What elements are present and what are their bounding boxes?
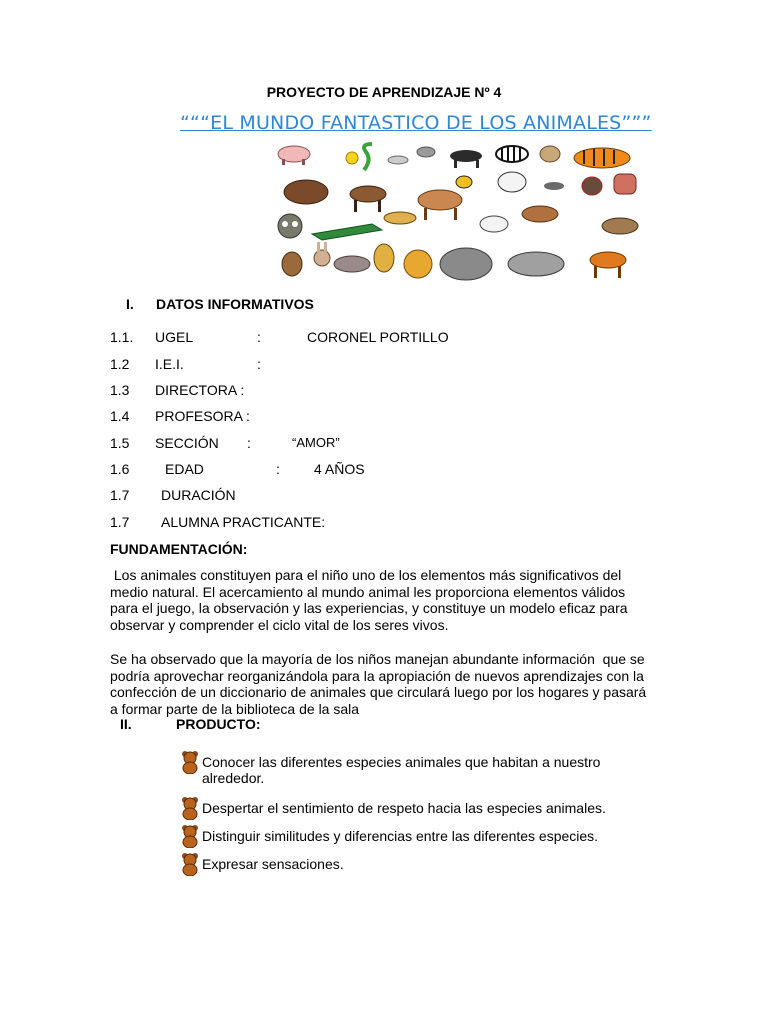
fundamentacion-paragraph-1: Los animales constituyen para el niño uno de los elementos más significativos del medio natural. El acercamiento al mundo animal les proporciona elementos válidos para el juego, la observación y las experiencias, y constituye un modelo eficaz para observar y comprender el ciclo vital de los seres vivos. [110, 567, 628, 633]
cow-icon [480, 216, 508, 232]
cheetah-icon [384, 212, 416, 224]
hippo-icon [334, 256, 370, 272]
rabbit-icon [314, 242, 330, 266]
horse-icon [350, 186, 386, 212]
list-item: Conocer las diferentes especies animales que habitan a nuestro alrededor. [180, 754, 660, 790]
fundamentacion-paragraph-2: Se ha observado que la mayoría de los niños manejan abundante información que se podría aprovechar reorganizándola para la apropiación de nuevos aprendizajes con la confección de un diccionario de animales que circulará luego por los hogares y pasará a formar parte de la biblioteca de la sala [110, 651, 647, 717]
project-title: “““EL MUNDO FANTASTICO DE LOS ANIMALES””” [180, 112, 652, 134]
list-item: Distinguir similitudes y diferencias entre las diferentes especies. [180, 828, 660, 846]
section-title-fundamentacion: FUNDAMENTACIÓN: [110, 541, 248, 557]
elephant-icon [440, 248, 492, 280]
pig-icon [278, 146, 310, 165]
hyena-icon [602, 218, 638, 234]
teddy-bear-icon [180, 824, 200, 848]
animals-collage [272, 140, 646, 284]
mouse-icon [417, 147, 435, 157]
pony-icon [590, 252, 626, 278]
teddy-bear-icon [180, 852, 200, 876]
crocodile-icon [312, 224, 382, 240]
bee-icon [456, 176, 472, 188]
bear-icon [284, 180, 328, 204]
lion-icon [404, 250, 432, 278]
cat-icon [614, 174, 636, 194]
hen-icon [540, 146, 560, 162]
teddy-bear-icon [180, 796, 200, 820]
rooster-icon [582, 177, 602, 195]
list-item: Expresar sensaciones. [180, 856, 660, 874]
bird-icon [388, 156, 408, 164]
project-header: PROYECTO DE APRENDIZAJE Nº 4 [266, 84, 502, 100]
datos-row: 1.3 DIRECTORA : [110, 382, 245, 398]
section-number: I. [126, 296, 134, 312]
monkey-icon [374, 244, 394, 272]
section-number: II. [120, 716, 132, 732]
datos-row: 1.5 SECCIÓN : “AMOR” [110, 435, 340, 451]
section-title-datos: DATOS INFORMATIVOS [156, 296, 314, 312]
snake-icon [364, 144, 372, 170]
datos-row: 1.2 I.E.I. : [110, 356, 261, 372]
datos-row: 1.1. UGEL : CORONEL PORTILLO [110, 329, 449, 345]
owl-icon [278, 214, 302, 238]
teddy-bear-icon [180, 750, 200, 774]
bird-icon [544, 182, 564, 190]
dog-icon [282, 252, 302, 276]
rhino-icon [508, 252, 564, 276]
goat-icon [522, 206, 558, 222]
datos-row: 1.7 DURACIÓN [110, 487, 236, 503]
list-item: Despertar el sentimiento de respeto hacia las especies animales. [180, 800, 660, 818]
zebra-icon [496, 146, 528, 162]
datos-row: 1.7 ALUMNA PRACTICANTE: [110, 514, 326, 530]
datos-row: 1.4 PROFESORA : [110, 408, 250, 424]
section-title-producto: PRODUCTO: [176, 716, 261, 732]
dog-icon [450, 150, 482, 168]
tiger-icon [574, 148, 630, 168]
datos-row: 1.6 EDAD : 4 AÑOS [110, 461, 365, 477]
sheep-icon [498, 172, 526, 192]
deer-icon [418, 190, 462, 220]
chick-icon [346, 152, 358, 164]
